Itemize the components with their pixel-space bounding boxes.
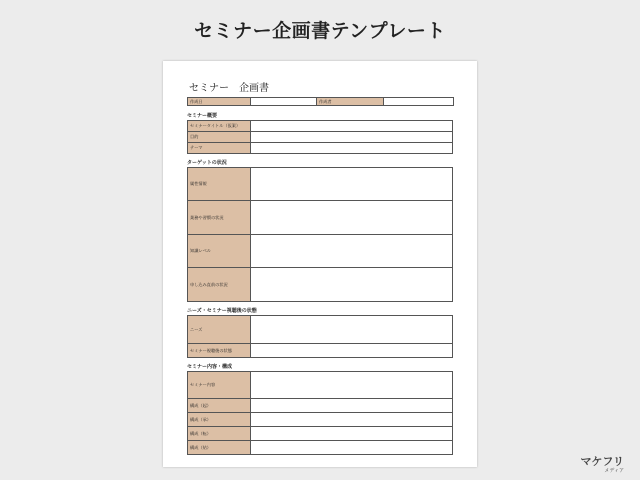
- row-field[interactable]: [251, 268, 453, 302]
- row-label: 属性情報: [188, 168, 251, 201]
- row-label: 構成（結）: [188, 441, 251, 455]
- section-heading-content: セミナー内容・構成: [187, 364, 233, 370]
- document-title: セミナー 企画書: [189, 83, 269, 94]
- brand-logo: [580, 456, 624, 474]
- page-title: セミナー企画書テンプレート: [194, 20, 446, 42]
- document-sheet: [163, 61, 477, 467]
- row-field[interactable]: [251, 413, 453, 427]
- row-label: 目的: [188, 132, 251, 143]
- row-label: 知識レベル: [188, 235, 251, 268]
- row-label: 構成（承）: [188, 413, 251, 427]
- created-date-label: 作成日: [188, 98, 251, 106]
- content-table: [187, 371, 453, 455]
- created-date-field[interactable]: [251, 98, 317, 106]
- section-heading-needs: ニーズ・セミナー視聴後の状態: [187, 308, 257, 314]
- row-field[interactable]: [251, 235, 453, 268]
- row-label: テーマ: [188, 143, 251, 154]
- row-label: 業務や習慣の状況: [188, 201, 251, 235]
- row-label: セミナータイトル（仮案）: [188, 121, 251, 132]
- overview-table: [187, 120, 453, 154]
- row-field[interactable]: [251, 201, 453, 235]
- meta-table: [187, 97, 454, 106]
- row-field[interactable]: [251, 441, 453, 455]
- row-field[interactable]: [251, 372, 453, 399]
- row-field[interactable]: [251, 143, 453, 154]
- section-heading-overview: セミナー概要: [187, 113, 218, 119]
- logo-main-text: マケフリ: [580, 455, 624, 468]
- target-table: [187, 167, 453, 302]
- section-heading-target: ターゲットの状況: [187, 160, 227, 166]
- author-field[interactable]: [384, 98, 454, 106]
- row-label: 構成（転）: [188, 427, 251, 441]
- row-label: 構成（起）: [188, 399, 251, 413]
- row-field[interactable]: [251, 427, 453, 441]
- needs-table: [187, 315, 453, 358]
- row-label: セミナー視聴後の状態: [188, 344, 251, 358]
- row-field[interactable]: [251, 316, 453, 344]
- row-label: 申し込み直前の状況: [188, 268, 251, 302]
- row-field[interactable]: [251, 344, 453, 358]
- row-label: セミナー内容: [188, 372, 251, 399]
- row-field[interactable]: [251, 132, 453, 143]
- logo-sub-text: メディア: [604, 468, 624, 474]
- row-label: ニーズ: [188, 316, 251, 344]
- author-label: 作成者: [317, 98, 384, 106]
- row-field[interactable]: [251, 121, 453, 132]
- row-field[interactable]: [251, 168, 453, 201]
- row-field[interactable]: [251, 399, 453, 413]
